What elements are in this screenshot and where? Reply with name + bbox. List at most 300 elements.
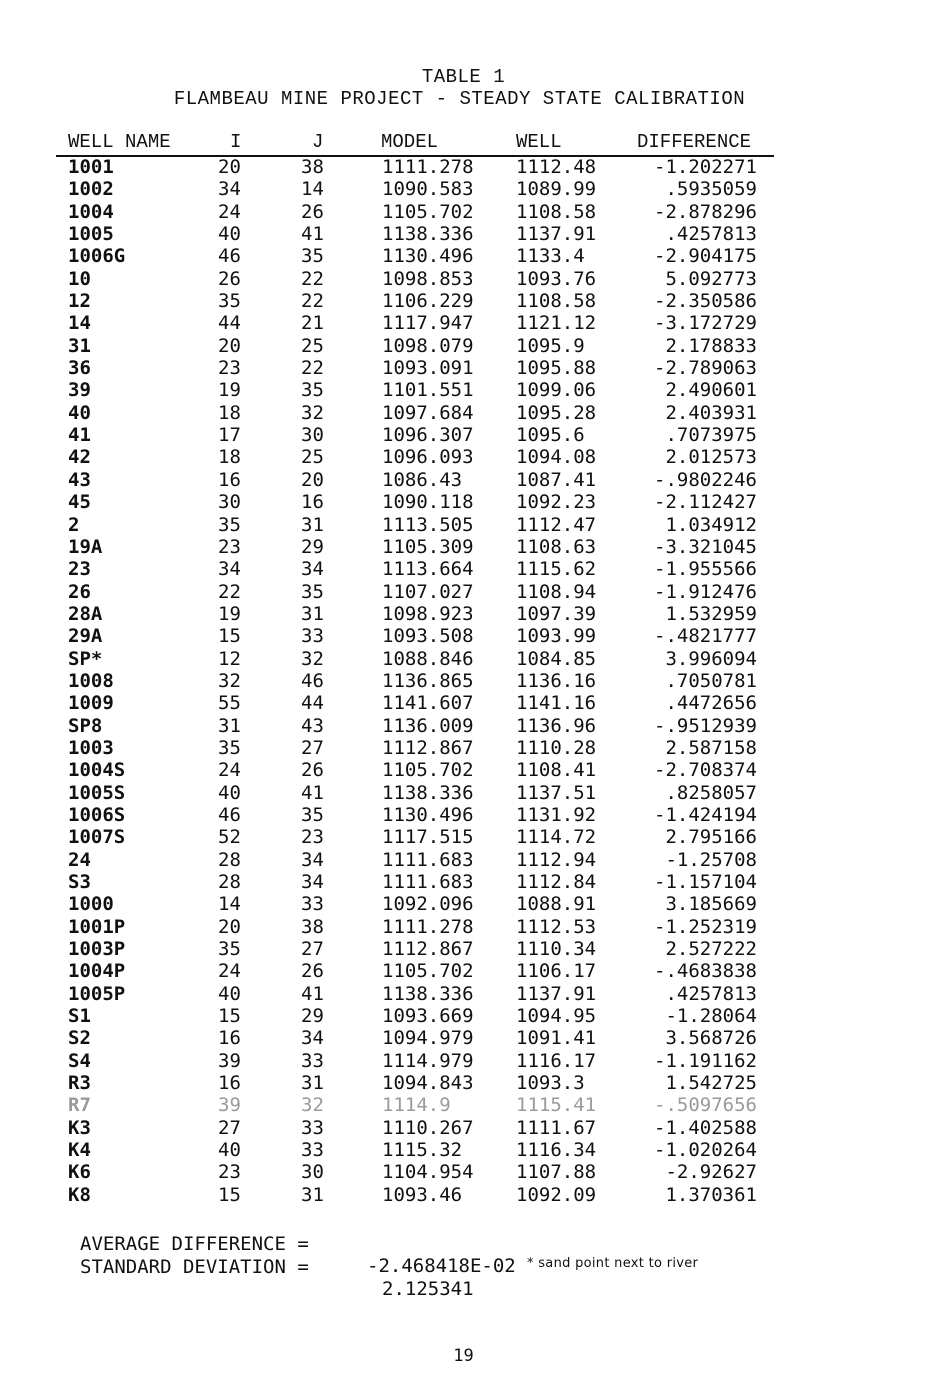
table-row bbox=[0, 357, 927, 379]
table-row bbox=[0, 290, 927, 312]
table-number: TABLE 1 bbox=[421, 66, 506, 88]
table-row bbox=[0, 960, 927, 982]
j-cell: 27 bbox=[301, 938, 324, 961]
difference-cell: -2.112427 bbox=[654, 491, 757, 514]
well-name-cell: 1005 bbox=[68, 223, 114, 246]
j-cell: 35 bbox=[301, 580, 324, 603]
table-row bbox=[0, 692, 927, 714]
model-cell: 1112.867 bbox=[382, 938, 474, 961]
table-header bbox=[0, 131, 927, 155]
i-cell: 28 bbox=[218, 871, 241, 893]
well-cell: 1108.94 bbox=[516, 580, 597, 603]
difference-cell: -1.912476 bbox=[654, 580, 757, 603]
well-cell: 1097.39 bbox=[516, 602, 597, 625]
well-name-cell: S3 bbox=[68, 871, 91, 893]
j-cell: 33 bbox=[301, 1049, 324, 1072]
model-cell: 1093.091 bbox=[382, 357, 474, 380]
difference-cell: -1.424194 bbox=[654, 803, 757, 826]
i-cell: 34 bbox=[218, 178, 241, 201]
i-cell: 22 bbox=[218, 580, 241, 603]
model-cell: 1138.336 bbox=[382, 982, 474, 1005]
well-cell: 1137.91 bbox=[516, 223, 597, 246]
well-cell: 1133.4 bbox=[516, 245, 585, 268]
model-cell: 1136.009 bbox=[382, 714, 474, 737]
difference-cell: -.9512939 bbox=[654, 714, 757, 737]
table-row bbox=[0, 424, 927, 446]
model-cell: 1138.336 bbox=[382, 223, 474, 246]
difference-cell: -1.020264 bbox=[654, 1139, 757, 1162]
header-j: J bbox=[312, 131, 324, 153]
j-cell: 22 bbox=[301, 357, 324, 380]
model-cell: 1093.508 bbox=[382, 625, 474, 648]
well-name-cell: 1004 bbox=[68, 200, 114, 223]
difference-cell: -1.252319 bbox=[654, 915, 757, 938]
well-cell: 1108.63 bbox=[516, 535, 597, 558]
well-name-cell: S2 bbox=[68, 1027, 91, 1050]
well-name-cell: 1006G bbox=[68, 245, 126, 268]
i-cell: 40 bbox=[218, 982, 241, 1005]
j-cell: 33 bbox=[301, 1116, 324, 1139]
difference-cell: .4257813 bbox=[665, 982, 757, 1005]
table-row bbox=[0, 402, 927, 424]
well-name-cell: S1 bbox=[68, 1005, 91, 1028]
j-cell: 33 bbox=[301, 625, 324, 648]
i-cell: 26 bbox=[218, 267, 241, 290]
i-cell: 32 bbox=[218, 669, 241, 692]
table-row bbox=[0, 178, 927, 200]
well-cell: 1088.91 bbox=[516, 893, 597, 916]
i-cell: 23 bbox=[218, 535, 241, 558]
i-cell: 31 bbox=[218, 714, 241, 737]
difference-cell: 2.012573 bbox=[665, 446, 757, 469]
model-cell: 1112.867 bbox=[382, 736, 474, 759]
model-cell: 1114.9 bbox=[382, 1094, 451, 1117]
model-cell: 1096.307 bbox=[382, 424, 474, 447]
i-cell: 24 bbox=[218, 759, 241, 782]
model-cell: 1130.496 bbox=[382, 245, 474, 268]
difference-cell: .8258057 bbox=[665, 781, 757, 804]
well-cell: 1136.16 bbox=[516, 669, 597, 692]
i-cell: 18 bbox=[218, 401, 241, 424]
standard-deviation-value: 2.125341 bbox=[382, 1278, 474, 1300]
well-name-cell: 1008 bbox=[68, 669, 114, 692]
difference-cell: 1.542725 bbox=[665, 1072, 757, 1095]
difference-cell: -1.157104 bbox=[654, 871, 757, 893]
i-cell: 15 bbox=[218, 625, 241, 648]
table-row bbox=[0, 759, 927, 781]
model-cell: 1141.607 bbox=[382, 692, 474, 715]
table-row bbox=[0, 514, 927, 536]
well-name-cell: 19A bbox=[68, 535, 103, 558]
well-cell: 1136.96 bbox=[516, 714, 597, 737]
difference-cell: 1.034912 bbox=[665, 513, 757, 536]
j-cell: 29 bbox=[301, 535, 324, 558]
i-cell: 35 bbox=[218, 290, 241, 313]
difference-cell: -3.321045 bbox=[654, 535, 757, 558]
well-name-cell: K3 bbox=[68, 1116, 91, 1139]
j-cell: 25 bbox=[301, 334, 324, 357]
table-row bbox=[0, 849, 927, 871]
j-cell: 34 bbox=[301, 558, 324, 581]
i-cell: 20 bbox=[218, 915, 241, 938]
table-row bbox=[0, 938, 927, 960]
well-cell: 1131.92 bbox=[516, 803, 597, 826]
i-cell: 17 bbox=[218, 424, 241, 447]
well-cell: 1089.99 bbox=[516, 178, 597, 201]
j-cell: 22 bbox=[301, 290, 324, 313]
j-cell: 30 bbox=[301, 424, 324, 447]
j-cell: 30 bbox=[301, 1161, 324, 1184]
well-name-cell: SP* bbox=[68, 647, 103, 670]
i-cell: 40 bbox=[218, 223, 241, 246]
difference-cell: -.9802246 bbox=[654, 468, 757, 491]
well-name-cell: 45 bbox=[68, 491, 91, 514]
well-cell: 1115.62 bbox=[516, 558, 597, 581]
i-cell: 35 bbox=[218, 736, 241, 759]
model-cell: 1105.702 bbox=[382, 759, 474, 782]
difference-cell: 3.568726 bbox=[665, 1027, 757, 1050]
table-row bbox=[0, 223, 927, 245]
model-cell: 1098.079 bbox=[382, 334, 474, 357]
table-row bbox=[0, 1139, 927, 1161]
model-cell: 1093.46 bbox=[382, 1183, 463, 1206]
j-cell: 22 bbox=[301, 267, 324, 290]
well-name-cell: 1001 bbox=[68, 156, 114, 178]
table-row bbox=[0, 916, 927, 938]
i-cell: 24 bbox=[218, 200, 241, 223]
well-cell: 1107.88 bbox=[516, 1161, 597, 1184]
i-cell: 20 bbox=[218, 334, 241, 357]
j-cell: 32 bbox=[301, 647, 324, 670]
table-row bbox=[0, 469, 927, 491]
footnote: * sand point next to river bbox=[527, 1256, 699, 1271]
model-cell: 1086.43 bbox=[382, 468, 463, 491]
model-cell: 1107.027 bbox=[382, 580, 474, 603]
well-cell: 1116.17 bbox=[516, 1049, 597, 1072]
well-name-cell: 1000 bbox=[68, 893, 114, 916]
well-cell: 1087.41 bbox=[516, 468, 597, 491]
well-cell: 1110.28 bbox=[516, 736, 597, 759]
i-cell: 23 bbox=[218, 1161, 241, 1184]
well-cell: 1093.3 bbox=[516, 1072, 585, 1095]
well-name-cell: K6 bbox=[68, 1161, 91, 1184]
well-name-cell: 1003P bbox=[68, 938, 126, 961]
difference-cell: 2.178833 bbox=[665, 334, 757, 357]
j-cell: 35 bbox=[301, 379, 324, 402]
i-cell: 16 bbox=[218, 1027, 241, 1050]
i-cell: 12 bbox=[218, 647, 241, 670]
j-cell: 44 bbox=[301, 692, 324, 715]
model-cell: 1104.954 bbox=[382, 1161, 474, 1184]
difference-cell: -.4683838 bbox=[654, 960, 757, 983]
table-row bbox=[0, 536, 927, 558]
difference-cell: -1.955566 bbox=[654, 558, 757, 581]
well-name-cell: 41 bbox=[68, 424, 91, 447]
well-cell: 1094.08 bbox=[516, 446, 597, 469]
model-cell: 1098.853 bbox=[382, 267, 474, 290]
j-cell: 29 bbox=[301, 1005, 324, 1028]
model-cell: 1111.278 bbox=[382, 156, 474, 178]
well-cell: 1092.09 bbox=[516, 1183, 597, 1206]
difference-cell: -.4821777 bbox=[654, 625, 757, 648]
well-cell: 1112.94 bbox=[516, 848, 597, 871]
header-i: I bbox=[230, 131, 242, 153]
difference-cell: 2.795166 bbox=[665, 826, 757, 849]
well-cell: 1094.95 bbox=[516, 1005, 597, 1028]
table-row bbox=[0, 648, 927, 670]
i-cell: 24 bbox=[218, 960, 241, 983]
difference-cell: -2.708374 bbox=[654, 759, 757, 782]
j-cell: 41 bbox=[301, 223, 324, 246]
model-cell: 1111.683 bbox=[382, 848, 474, 871]
well-cell: 1095.9 bbox=[516, 334, 585, 357]
j-cell: 38 bbox=[301, 156, 324, 178]
model-cell: 1115.32 bbox=[382, 1139, 463, 1162]
well-name-cell: 23 bbox=[68, 558, 91, 581]
well-name-cell: 1003 bbox=[68, 736, 114, 759]
j-cell: 32 bbox=[301, 401, 324, 424]
difference-cell: 2.587158 bbox=[665, 736, 757, 759]
header-difference: DIFFERENCE bbox=[637, 131, 752, 153]
difference-cell: 2.490601 bbox=[665, 379, 757, 402]
model-cell: 1117.515 bbox=[382, 826, 474, 849]
model-cell: 1114.979 bbox=[382, 1049, 474, 1072]
table-row bbox=[0, 1072, 927, 1094]
well-name-cell: 10 bbox=[68, 267, 91, 290]
header-model: MODEL bbox=[381, 131, 439, 153]
table-row bbox=[0, 804, 927, 826]
difference-cell: -3.172729 bbox=[654, 312, 757, 335]
table-row bbox=[0, 603, 927, 625]
well-cell: 1115.41 bbox=[516, 1094, 597, 1117]
i-cell: 27 bbox=[218, 1116, 241, 1139]
well-cell: 1111.67 bbox=[516, 1116, 597, 1139]
well-name-cell: 29A bbox=[68, 625, 103, 648]
well-cell: 1114.72 bbox=[516, 826, 597, 849]
i-cell: 44 bbox=[218, 312, 241, 335]
well-name-cell: 12 bbox=[68, 290, 91, 313]
j-cell: 16 bbox=[301, 491, 324, 514]
j-cell: 34 bbox=[301, 871, 324, 893]
j-cell: 25 bbox=[301, 446, 324, 469]
well-cell: 1108.58 bbox=[516, 290, 597, 313]
table-row bbox=[0, 379, 927, 401]
i-cell: 55 bbox=[218, 692, 241, 715]
standard-deviation-label: STANDARD DEVIATION = bbox=[80, 1256, 309, 1278]
model-cell: 1117.947 bbox=[382, 312, 474, 335]
difference-cell: -1.25708 bbox=[665, 848, 757, 871]
j-cell: 26 bbox=[301, 759, 324, 782]
well-name-cell: 1004P bbox=[68, 960, 126, 983]
well-cell: 1112.48 bbox=[516, 156, 597, 178]
table-row bbox=[0, 983, 927, 1005]
difference-cell: 2.527222 bbox=[665, 938, 757, 961]
well-name-cell: 36 bbox=[68, 357, 91, 380]
table-body bbox=[0, 156, 927, 1206]
table-row bbox=[0, 737, 927, 759]
well-name-cell: 1005P bbox=[68, 982, 126, 1005]
well-name-cell: 1004S bbox=[68, 759, 126, 782]
i-cell: 39 bbox=[218, 1049, 241, 1072]
model-cell: 1138.336 bbox=[382, 781, 474, 804]
well-name-cell: 2 bbox=[68, 513, 80, 536]
j-cell: 31 bbox=[301, 513, 324, 536]
well-cell: 1095.88 bbox=[516, 357, 597, 380]
table-row bbox=[0, 826, 927, 848]
difference-cell: .7050781 bbox=[665, 669, 757, 692]
difference-cell: .5935059 bbox=[665, 178, 757, 201]
i-cell: 39 bbox=[218, 1094, 241, 1117]
model-cell: 1088.846 bbox=[382, 647, 474, 670]
table-row bbox=[0, 1050, 927, 1072]
i-cell: 14 bbox=[218, 893, 241, 916]
i-cell: 40 bbox=[218, 781, 241, 804]
j-cell: 41 bbox=[301, 982, 324, 1005]
table-row bbox=[0, 1161, 927, 1183]
table-row bbox=[0, 312, 927, 334]
well-cell: 1095.28 bbox=[516, 401, 597, 424]
well-name-cell: 42 bbox=[68, 446, 91, 469]
well-cell: 1116.34 bbox=[516, 1139, 597, 1162]
model-cell: 1094.979 bbox=[382, 1027, 474, 1050]
j-cell: 21 bbox=[301, 312, 324, 335]
i-cell: 46 bbox=[218, 803, 241, 826]
j-cell: 38 bbox=[301, 915, 324, 938]
table-row bbox=[0, 1094, 927, 1116]
well-name-cell: R3 bbox=[68, 1072, 91, 1095]
well-cell: 1091.41 bbox=[516, 1027, 597, 1050]
well-cell: 1137.51 bbox=[516, 781, 597, 804]
table-row bbox=[0, 446, 927, 468]
i-cell: 16 bbox=[218, 468, 241, 491]
model-cell: 1113.664 bbox=[382, 558, 474, 581]
i-cell: 30 bbox=[218, 491, 241, 514]
difference-cell: -.5097656 bbox=[654, 1094, 757, 1117]
well-name-cell: 24 bbox=[68, 848, 91, 871]
difference-cell: -1.191162 bbox=[654, 1049, 757, 1072]
well-name-cell: 1002 bbox=[68, 178, 114, 201]
well-cell: 1112.53 bbox=[516, 915, 597, 938]
average-difference-value: -2.468418E-02 bbox=[367, 1255, 516, 1277]
difference-cell: 5.092773 bbox=[665, 267, 757, 290]
table-row bbox=[0, 156, 927, 178]
well-name-cell: K4 bbox=[68, 1139, 91, 1162]
j-cell: 46 bbox=[301, 669, 324, 692]
model-cell: 1111.683 bbox=[382, 871, 474, 893]
well-cell: 1112.84 bbox=[516, 871, 597, 893]
difference-cell: 3.996094 bbox=[665, 647, 757, 670]
i-cell: 20 bbox=[218, 156, 241, 178]
model-cell: 1113.505 bbox=[382, 513, 474, 536]
well-name-cell: 28A bbox=[68, 602, 103, 625]
table-row bbox=[0, 491, 927, 513]
table-row bbox=[0, 558, 927, 580]
model-cell: 1096.093 bbox=[382, 446, 474, 469]
model-cell: 1098.923 bbox=[382, 602, 474, 625]
well-cell: 1137.91 bbox=[516, 982, 597, 1005]
j-cell: 31 bbox=[301, 1072, 324, 1095]
i-cell: 23 bbox=[218, 357, 241, 380]
j-cell: 43 bbox=[301, 714, 324, 737]
difference-cell: .4257813 bbox=[665, 223, 757, 246]
j-cell: 35 bbox=[301, 245, 324, 268]
model-cell: 1106.229 bbox=[382, 290, 474, 313]
j-cell: 20 bbox=[301, 468, 324, 491]
model-cell: 1111.278 bbox=[382, 915, 474, 938]
j-cell: 23 bbox=[301, 826, 324, 849]
model-cell: 1092.096 bbox=[382, 893, 474, 916]
well-cell: 1093.99 bbox=[516, 625, 597, 648]
difference-cell: 1.532959 bbox=[665, 602, 757, 625]
well-name-cell: 1006S bbox=[68, 803, 126, 826]
model-cell: 1090.583 bbox=[382, 178, 474, 201]
page-number: 19 bbox=[453, 1346, 474, 1366]
j-cell: 33 bbox=[301, 1139, 324, 1162]
well-name-cell: 39 bbox=[68, 379, 91, 402]
table-row bbox=[0, 581, 927, 603]
well-cell: 1106.17 bbox=[516, 960, 597, 983]
j-cell: 26 bbox=[301, 960, 324, 983]
difference-cell: -2.878296 bbox=[654, 200, 757, 223]
model-cell: 1105.702 bbox=[382, 960, 474, 983]
j-cell: 34 bbox=[301, 848, 324, 871]
model-cell: 1105.702 bbox=[382, 200, 474, 223]
model-cell: 1130.496 bbox=[382, 803, 474, 826]
difference-cell: 2.403931 bbox=[665, 401, 757, 424]
table-row bbox=[0, 670, 927, 692]
table-row bbox=[0, 625, 927, 647]
well-cell: 1110.34 bbox=[516, 938, 597, 961]
i-cell: 35 bbox=[218, 938, 241, 961]
well-name-cell: SP8 bbox=[68, 714, 103, 737]
header-well-name: WELL NAME bbox=[68, 131, 171, 153]
well-cell: 1099.06 bbox=[516, 379, 597, 402]
model-cell: 1093.669 bbox=[382, 1005, 474, 1028]
well-cell: 1108.58 bbox=[516, 200, 597, 223]
i-cell: 35 bbox=[218, 513, 241, 536]
i-cell: 15 bbox=[218, 1005, 241, 1028]
model-cell: 1110.267 bbox=[382, 1116, 474, 1139]
table-row bbox=[0, 245, 927, 267]
j-cell: 34 bbox=[301, 1027, 324, 1050]
i-cell: 46 bbox=[218, 245, 241, 268]
difference-cell: 1.370361 bbox=[665, 1183, 757, 1206]
difference-cell: -2.350586 bbox=[654, 290, 757, 313]
well-cell: 1112.47 bbox=[516, 513, 597, 536]
model-cell: 1136.865 bbox=[382, 669, 474, 692]
well-name-cell: 40 bbox=[68, 401, 91, 424]
well-name-cell: 26 bbox=[68, 580, 91, 603]
well-name-cell: R7 bbox=[68, 1094, 91, 1117]
difference-cell: -1.402588 bbox=[654, 1116, 757, 1139]
j-cell: 32 bbox=[301, 1094, 324, 1117]
well-name-cell: 1001P bbox=[68, 915, 126, 938]
i-cell: 40 bbox=[218, 1139, 241, 1162]
well-cell: 1092.23 bbox=[516, 491, 597, 514]
table-row bbox=[0, 1005, 927, 1027]
well-cell: 1093.76 bbox=[516, 267, 597, 290]
i-cell: 16 bbox=[218, 1072, 241, 1095]
i-cell: 28 bbox=[218, 848, 241, 871]
j-cell: 33 bbox=[301, 893, 324, 916]
difference-cell: 3.185669 bbox=[665, 893, 757, 916]
i-cell: 52 bbox=[218, 826, 241, 849]
well-cell: 1084.85 bbox=[516, 647, 597, 670]
table-row bbox=[0, 1184, 927, 1206]
difference-cell: -2.904175 bbox=[654, 245, 757, 268]
model-cell: 1090.118 bbox=[382, 491, 474, 514]
well-name-cell: 14 bbox=[68, 312, 91, 335]
